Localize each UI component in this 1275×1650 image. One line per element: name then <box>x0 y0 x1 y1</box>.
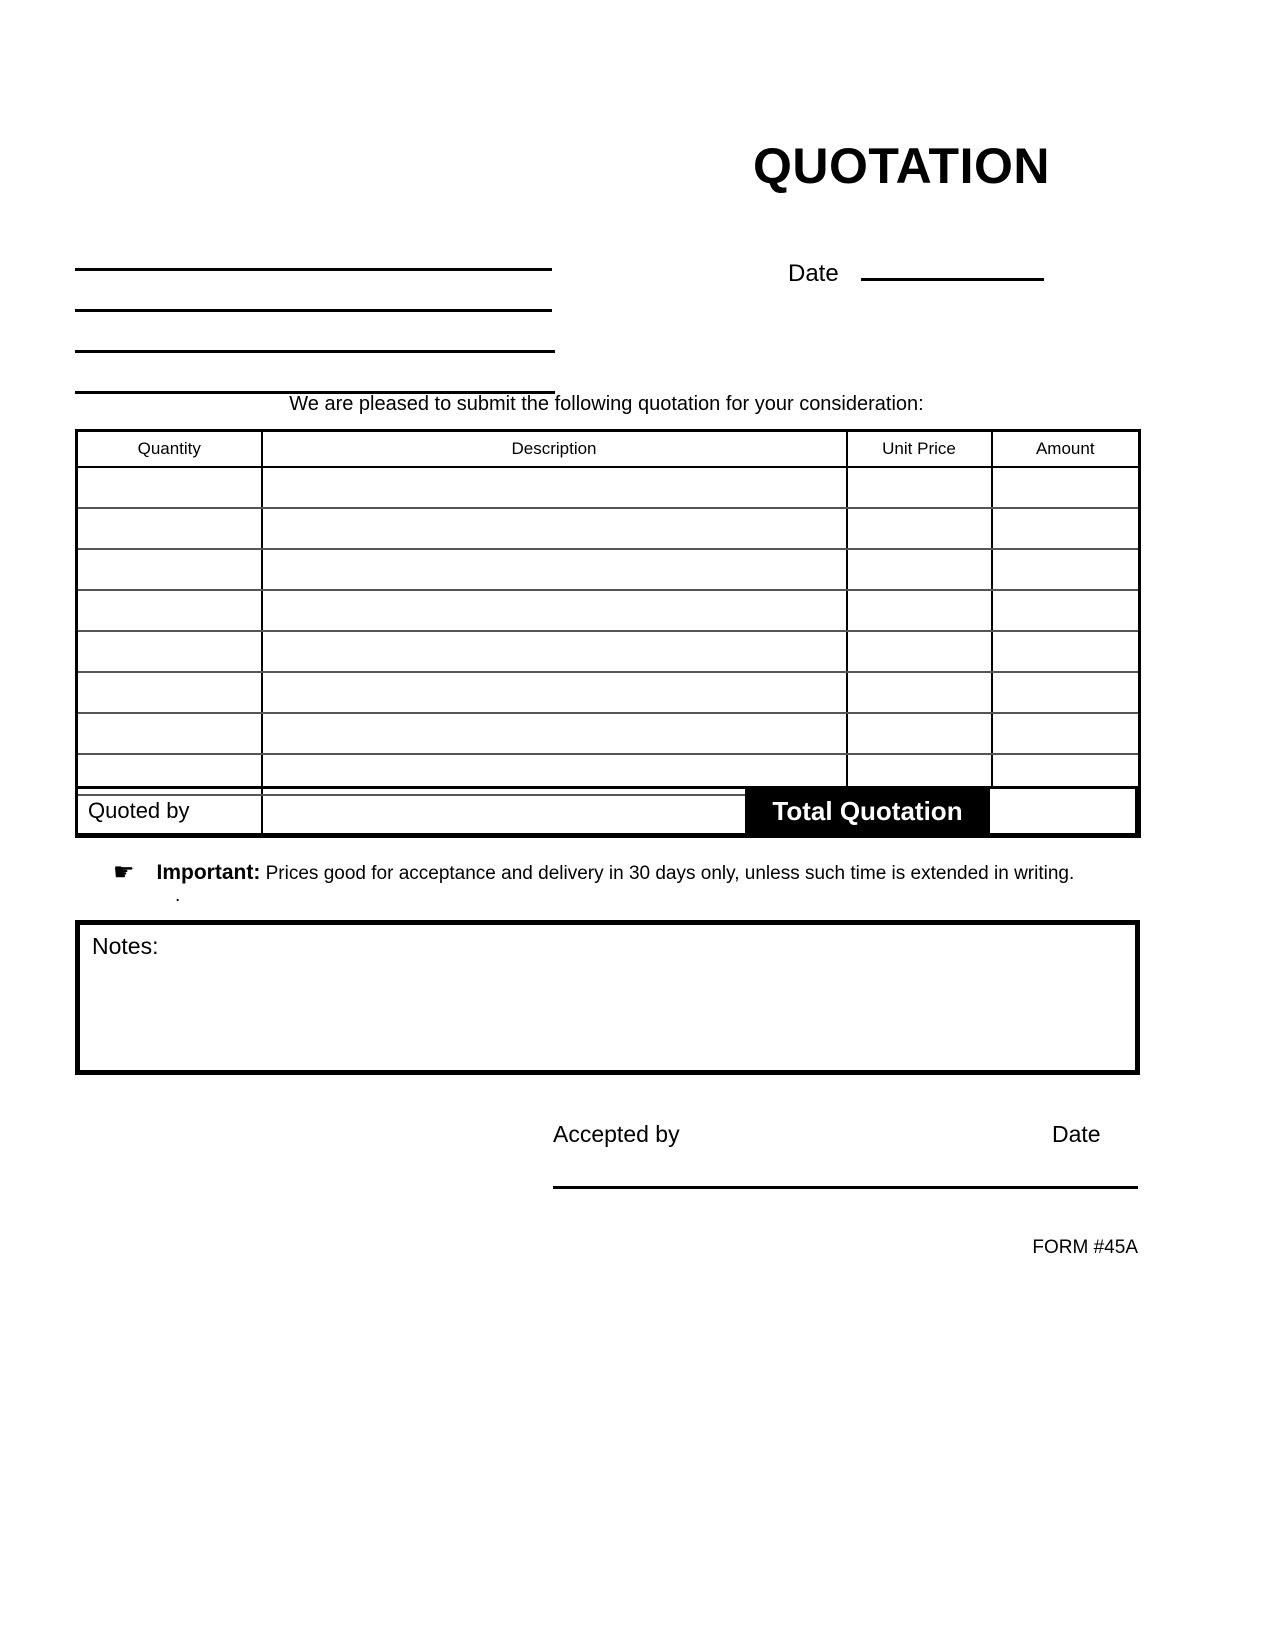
cell-unit-price[interactable] <box>847 467 992 508</box>
cell-description[interactable] <box>262 467 847 508</box>
form-number: FORM #45A <box>1032 1237 1138 1258</box>
table-header-row <box>77 431 1140 468</box>
cell-unit-price[interactable] <box>847 590 992 631</box>
table-row <box>77 672 1140 713</box>
cell-description[interactable] <box>262 672 847 713</box>
table-row <box>77 549 1140 590</box>
date-label: Date <box>788 260 839 287</box>
date-input[interactable] <box>861 258 1044 281</box>
cell-quantity[interactable] <box>77 713 262 754</box>
cell-unit-price[interactable] <box>847 713 992 754</box>
cell-amount[interactable] <box>992 549 1140 590</box>
cell-quantity[interactable] <box>77 508 262 549</box>
totals-bar <box>75 786 1138 836</box>
quoted-by-field[interactable] <box>78 789 745 833</box>
table-row <box>77 467 1140 508</box>
cell-quantity[interactable] <box>77 672 262 713</box>
address-line-2[interactable] <box>75 271 552 312</box>
cell-amount[interactable] <box>992 672 1140 713</box>
total-quotation-label: Total Quotation <box>745 789 990 833</box>
cell-description[interactable] <box>262 590 847 631</box>
cell-quantity[interactable] <box>77 467 262 508</box>
table-row <box>77 631 1140 672</box>
important-text: Prices good for acceptance and delivery in 30 days only, unless such time is extended in writing. <box>265 863 1075 884</box>
cell-amount[interactable] <box>992 590 1140 631</box>
cell-amount[interactable] <box>992 467 1140 508</box>
cell-unit-price[interactable] <box>847 508 992 549</box>
intro-text: We are pleased to submit the following quotation for your consideration: <box>289 393 924 415</box>
cell-amount[interactable] <box>992 631 1140 672</box>
cell-unit-price[interactable] <box>847 672 992 713</box>
cell-quantity[interactable] <box>77 590 262 631</box>
address-line-4[interactable] <box>75 353 555 394</box>
column-header-description: Description <box>262 431 847 468</box>
page-title: QUOTATION <box>752 138 1050 194</box>
cell-description[interactable] <box>262 508 847 549</box>
cell-amount[interactable] <box>992 508 1140 549</box>
cell-unit-price[interactable] <box>847 549 992 590</box>
column-header-quantity: Quantity <box>77 431 262 468</box>
trailing-mark: . <box>175 885 181 906</box>
line-items-table <box>75 429 1141 838</box>
cell-description[interactable] <box>262 549 847 590</box>
cell-quantity[interactable] <box>77 631 262 672</box>
quoted-by-label: Quoted by <box>88 798 190 823</box>
address-line-3[interactable] <box>75 312 555 353</box>
cell-amount[interactable] <box>992 713 1140 754</box>
sender-address-block <box>75 230 555 394</box>
table-row <box>77 590 1140 631</box>
total-quotation-value[interactable] <box>990 789 1135 833</box>
column-header-amount: Amount <box>992 431 1140 468</box>
table-row <box>77 713 1140 754</box>
pointing-hand-icon: ☛ <box>113 859 135 886</box>
notes-label: Notes: <box>92 933 159 959</box>
signature-date-label: Date <box>1052 1121 1101 1147</box>
cell-description[interactable] <box>262 631 847 672</box>
date-field-group <box>788 258 1044 288</box>
signature-line[interactable] <box>553 1186 1138 1189</box>
cell-quantity[interactable] <box>77 549 262 590</box>
table-row <box>77 508 1140 549</box>
important-label: Important: <box>156 861 261 884</box>
column-header-unit-price: Unit Price <box>847 431 992 468</box>
accepted-by-label: Accepted by <box>553 1121 680 1147</box>
address-line-1[interactable] <box>75 230 552 271</box>
cell-unit-price[interactable] <box>847 631 992 672</box>
notes-box[interactable] <box>75 920 1140 1075</box>
cell-description[interactable] <box>262 713 847 754</box>
important-notice <box>113 858 1143 888</box>
